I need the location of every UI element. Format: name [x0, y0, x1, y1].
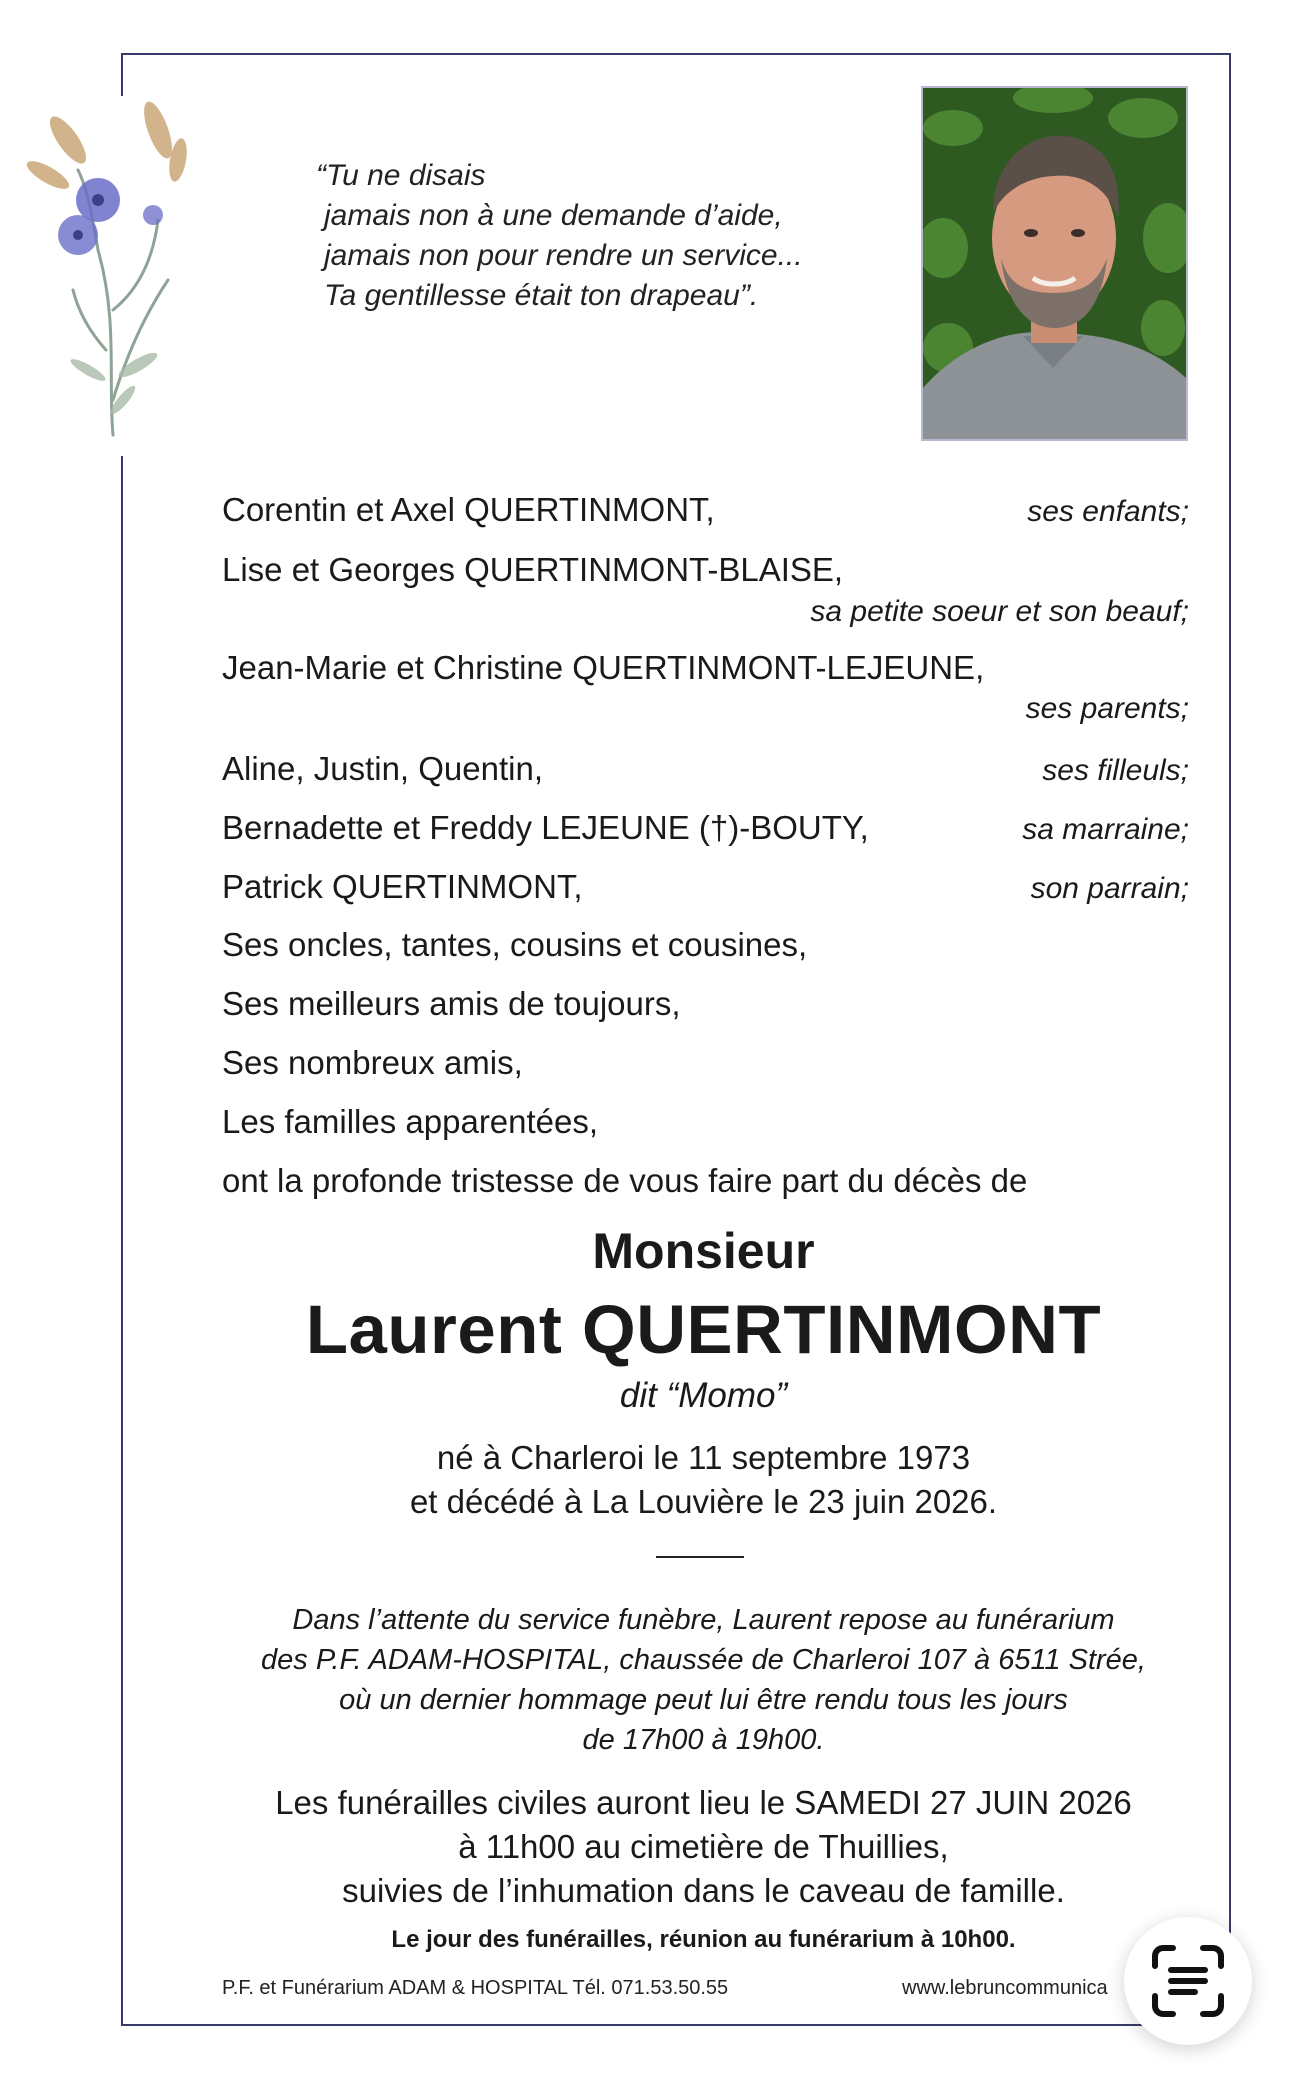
memorial-quote: [316, 156, 876, 316]
scan-text-button[interactable]: [1124, 1917, 1252, 2045]
deceased-title: Monsieur: [592, 1223, 815, 1279]
portrait-photo: [921, 86, 1188, 441]
footer-website[interactable]: www.lebruncommunica: [902, 1977, 1108, 1999]
quote-line: “Tu ne disais: [316, 159, 486, 192]
family-row: [222, 491, 1189, 529]
family-names: Patrick QUERTINMONT,: [222, 868, 583, 905]
funeral-line: suivies de l’inhumation dans le caveau de famille.: [342, 1872, 1065, 1909]
death-line: et décédé à La Louvière le 23 juin 2026.: [409, 1483, 998, 1520]
scan-text-icon: [1149, 1942, 1227, 2020]
quote-line: jamais non à une demande d’aide,: [324, 199, 783, 232]
repose-line: des P.F. ADAM-HOSPITAL, chaussée de Charleroi 107 à 6511 Strée,: [261, 1644, 1146, 1676]
relatives-line: Les familles apparentées,: [222, 1103, 599, 1140]
funeral-line: Les funérailles civiles auront lieu le SAMEDI 27 JUIN 2026: [275, 1784, 1132, 1821]
family-names: Bernadette et Freddy LEJEUNE (†)-BOUTY,: [222, 809, 869, 846]
family-role: sa petite soeur et son beauf;: [810, 595, 1189, 628]
deceased-name: Laurent QUERTINMONT: [305, 1291, 1102, 1368]
repose-line: Dans l’attente du service funèbre, Laurent repose au funérarium: [292, 1604, 1115, 1636]
quote-line: Ta gentillesse était ton drapeau”.: [324, 279, 759, 312]
family-role: son parrain;: [1030, 872, 1189, 905]
repose-info: [121, 1600, 1286, 1760]
family-row: [222, 868, 1189, 906]
relatives-line: Ses oncles, tantes, cousins et cousines,: [222, 926, 808, 963]
family-role: ses filleuls;: [1042, 754, 1189, 787]
family-names: Lise et Georges QUERTINMONT-BLAISE,: [222, 551, 844, 588]
deceased-nickname: dit “Momo”: [619, 1376, 788, 1415]
cornflower-illustration: [18, 100, 223, 445]
family-role: ses parents;: [1025, 692, 1189, 725]
family-role: ses enfants;: [1027, 495, 1189, 528]
quote-line: jamais non pour rendre un service...: [324, 239, 803, 272]
family-row: [222, 750, 1189, 788]
repose-line: de 17h00 à 19h00.: [582, 1724, 825, 1756]
meeting-notice: Le jour des funérailles, réunion au funérarium à 10h00.: [391, 1926, 1016, 1953]
family-names: Aline, Justin, Quentin,: [222, 750, 544, 787]
footer-funeral-home: P.F. et Funérarium ADAM & HOSPITAL Tél. 071.53.50.55: [222, 1977, 729, 1999]
family-role: sa marraine;: [1022, 813, 1189, 846]
funeral-line: à 11h00 au cimetière de Thuillies,: [458, 1828, 949, 1865]
family-names: Corentin et Axel QUERTINMONT,: [222, 491, 715, 528]
funeral-info: [121, 1781, 1286, 1913]
announcement-line: ont la profonde tristesse de vous faire part du décès de: [222, 1162, 1028, 1199]
birth-line: né à Charleroi le 11 septembre 1973: [436, 1439, 971, 1476]
divider: [656, 1556, 744, 1558]
family-row: [222, 809, 1189, 847]
repose-line: où un dernier hommage peut lui être rendu tous les jours: [339, 1684, 1068, 1716]
relatives-line: Ses meilleurs amis de toujours,: [222, 985, 681, 1022]
relatives-line: Ses nombreux amis,: [222, 1044, 523, 1081]
family-names: Jean-Marie et Christine QUERTINMONT-LEJEUNE,: [222, 649, 985, 686]
